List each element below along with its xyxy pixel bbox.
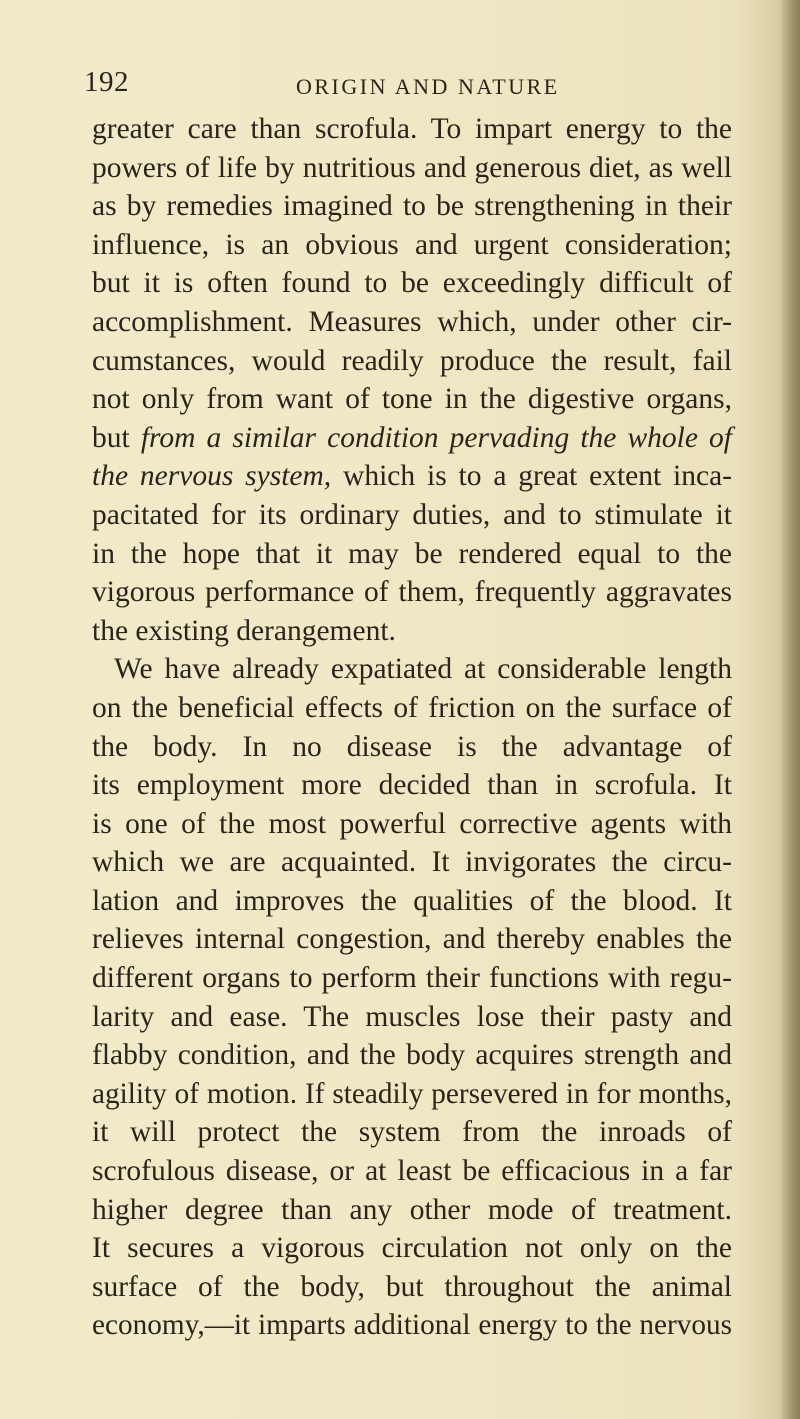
text-run: scrofulous disease, or at least be efficacious in a far [92, 1155, 732, 1188]
text-run: but [92, 421, 141, 454]
text-line [92, 882, 732, 921]
text-line [92, 496, 732, 535]
text-run: higher degree than any other mode of treatment. [92, 1193, 732, 1226]
page-edge-shadow [782, 0, 800, 1419]
text-line [92, 187, 732, 226]
text-run: economy,—it imparts additional energy to the nervous [92, 1309, 732, 1342]
page-number: 192 [84, 66, 129, 98]
text-line [92, 110, 732, 149]
text-run: its employment more decided than in scrofula. It [92, 769, 732, 802]
text-run: It secures a vigorous circulation not only on the [92, 1232, 732, 1265]
text-line [92, 843, 732, 882]
text-line [92, 1268, 732, 1307]
text-run: it will protect the system from the inroads of [92, 1116, 732, 1149]
text-run: greater care than scrofula. To impart energy to the [92, 113, 732, 145]
text-run: the existing derangement. [92, 614, 396, 647]
text-line [92, 1113, 732, 1152]
text-run: lation and improves the qualities of the blood. It [92, 884, 732, 917]
text-line [92, 766, 732, 805]
text-run: surface of the body, but throughout the animal [92, 1270, 732, 1303]
text-line [92, 1152, 732, 1191]
running-head [84, 64, 744, 110]
text-run: in the hope that it may be rendered equal to the [92, 537, 732, 570]
text-run: not only from want of tone in the digestive organs, [92, 383, 732, 416]
text-run: which is to a great extent inca- [331, 460, 732, 493]
text-run: pacitated for its ordinary duties, and to stimulate it [92, 498, 732, 531]
text-line [92, 457, 732, 496]
text-run: powers of life by nutritious and generous diet, as well [92, 151, 732, 184]
italic-phrase: the nervous system, [92, 460, 332, 493]
text-run: as by remedies imagined to be strengthening in their [92, 190, 732, 223]
text-line [92, 1229, 732, 1268]
text-line [92, 573, 732, 612]
text-run: accomplishment. Measures which, under other cir- [92, 305, 732, 338]
text-line [92, 612, 732, 651]
text-line [92, 303, 732, 342]
text-run: We have already expatiated at considerable length [114, 653, 732, 686]
text-run: is one of the most powerful corrective agents with [92, 807, 732, 840]
text-line [92, 419, 732, 458]
text-line [92, 728, 732, 767]
running-title: ORIGIN AND NATURE [296, 74, 560, 99]
text-line [92, 226, 732, 265]
text-line [92, 1191, 732, 1230]
text-run: the body. In no disease is the advantage of [92, 730, 732, 763]
text-line [92, 264, 732, 303]
text-run: which we are acquainted. It invigorates the circu- [92, 846, 732, 879]
text-run: vigorous performance of them, frequently aggravates [92, 576, 732, 609]
text-run: relieves internal congestion, and thereby enables the [92, 923, 732, 956]
text-run: flabby condition, and the body acquires strength and [92, 1039, 732, 1072]
text-run: larity and ease. The muscles lose their pasty and [92, 1000, 732, 1033]
text-line [92, 535, 732, 574]
text-run: on the beneficial effects of friction on the surface of [92, 691, 732, 724]
text-run: but it is often found to be exceedingly difficult of [92, 267, 732, 300]
text-line [92, 1036, 732, 1075]
body-text [92, 110, 732, 1345]
text-line [92, 920, 732, 959]
text-line [92, 998, 732, 1037]
italic-phrase: from a similar condition pervading the whole of [140, 421, 733, 454]
text-line [92, 342, 732, 381]
text-run: influence, is an obvious and urgent consideration; [92, 228, 732, 261]
text-run: different organs to perform their functions with regu- [92, 962, 732, 995]
text-run: cumstances, would readily produce the result, fail [92, 344, 732, 377]
text-run: agility of motion. If steadily persevered in for months, [92, 1077, 732, 1110]
text-line [92, 1075, 732, 1114]
text-line [92, 689, 732, 728]
text-line [92, 1306, 732, 1345]
text-line [92, 805, 732, 844]
text-line [92, 380, 732, 419]
text-line [92, 650, 732, 689]
text-line [92, 959, 732, 998]
text-line [92, 149, 732, 188]
